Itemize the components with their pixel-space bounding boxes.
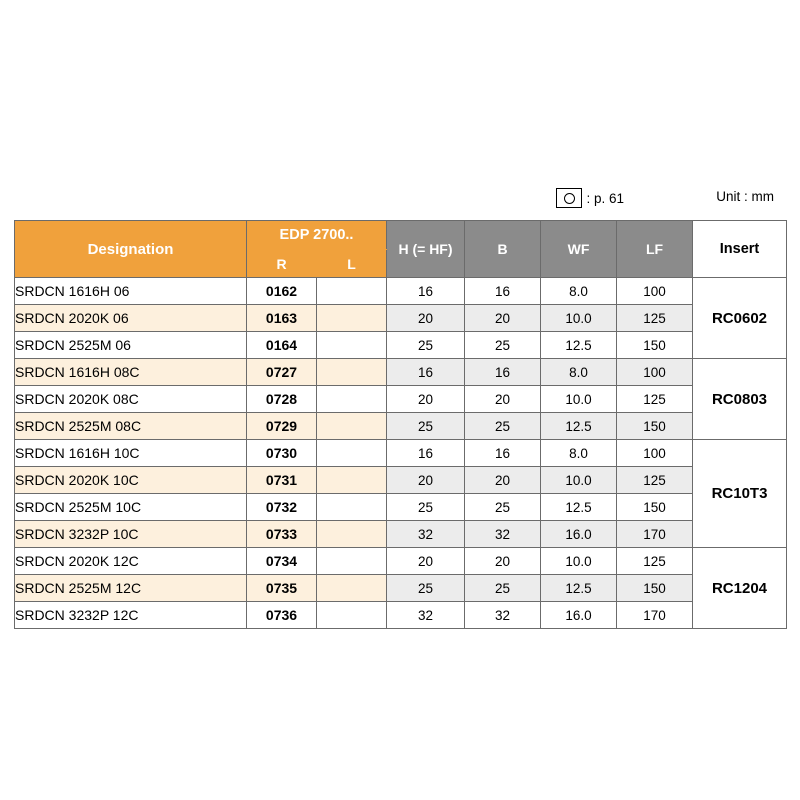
cell-wf: 10.0 <box>541 305 617 332</box>
cell-insert-group: RC10T3 <box>693 440 787 548</box>
cell-lf: 125 <box>617 305 693 332</box>
cell-b: 25 <box>465 575 541 602</box>
cell-edp-l <box>317 305 387 332</box>
cell-edp-r: 0735 <box>247 575 317 602</box>
cell-b: 16 <box>465 440 541 467</box>
cell-h: 25 <box>387 575 465 602</box>
cell-b: 25 <box>465 332 541 359</box>
cell-edp-l <box>317 521 387 548</box>
cell-h: 16 <box>387 278 465 305</box>
table-row <box>15 413 787 440</box>
cell-lf: 170 <box>617 521 693 548</box>
cell-b: 20 <box>465 386 541 413</box>
cell-lf: 150 <box>617 575 693 602</box>
cell-wf: 16.0 <box>541 521 617 548</box>
cell-edp-l <box>317 278 387 305</box>
cell-edp-l <box>317 548 387 575</box>
cell-designation: SRDCN 2020K 12C <box>15 548 247 575</box>
cell-b: 20 <box>465 467 541 494</box>
cell-designation: SRDCN 2020K 08C <box>15 386 247 413</box>
cell-designation: SRDCN 2525M 12C <box>15 575 247 602</box>
table-row <box>15 332 787 359</box>
cell-h: 32 <box>387 602 465 629</box>
cell-lf: 125 <box>617 467 693 494</box>
cell-edp-l <box>317 440 387 467</box>
cell-b: 25 <box>465 494 541 521</box>
cell-edp-l <box>317 602 387 629</box>
col-header-wf: WF <box>541 221 617 278</box>
col-header-edp-r: R <box>247 250 317 278</box>
cell-designation: SRDCN 2020K 10C <box>15 467 247 494</box>
cell-edp-r: 0163 <box>247 305 317 332</box>
cell-edp-l <box>317 413 387 440</box>
cell-designation: SRDCN 2020K 06 <box>15 305 247 332</box>
cell-b: 16 <box>465 359 541 386</box>
cell-lf: 100 <box>617 440 693 467</box>
table-row <box>15 575 787 602</box>
cell-h: 20 <box>387 386 465 413</box>
cell-edp-r: 0162 <box>247 278 317 305</box>
cell-wf: 8.0 <box>541 278 617 305</box>
cell-designation: SRDCN 3232P 12C <box>15 602 247 629</box>
cell-h: 25 <box>387 332 465 359</box>
cell-h: 16 <box>387 359 465 386</box>
cell-edp-l <box>317 494 387 521</box>
table-row <box>15 305 787 332</box>
table-body <box>15 278 787 629</box>
cell-edp-l <box>317 386 387 413</box>
cell-edp-l <box>317 575 387 602</box>
annotations-row <box>14 188 786 216</box>
table-row <box>15 548 787 575</box>
cell-lf: 100 <box>617 359 693 386</box>
col-header-b: B <box>465 221 541 278</box>
cell-lf: 100 <box>617 278 693 305</box>
col-header-lf: LF <box>617 221 693 278</box>
cell-designation: SRDCN 2525M 10C <box>15 494 247 521</box>
cell-designation: SRDCN 2525M 06 <box>15 332 247 359</box>
cell-edp-r: 0733 <box>247 521 317 548</box>
cell-edp-l <box>317 467 387 494</box>
table-row <box>15 467 787 494</box>
cell-edp-r: 0732 <box>247 494 317 521</box>
cell-edp-r: 0730 <box>247 440 317 467</box>
round-insert-icon <box>564 193 575 204</box>
cell-wf: 10.0 <box>541 548 617 575</box>
cell-insert-group: RC1204 <box>693 548 787 629</box>
cell-insert-group: RC0803 <box>693 359 787 440</box>
col-header-h: H (= HF) <box>387 221 465 278</box>
cell-edp-r: 0164 <box>247 332 317 359</box>
cell-wf: 8.0 <box>541 359 617 386</box>
cell-edp-r: 0734 <box>247 548 317 575</box>
cell-edp-r: 0727 <box>247 359 317 386</box>
table-row <box>15 278 787 305</box>
insert-shape-icon <box>556 188 582 208</box>
cell-edp-l <box>317 332 387 359</box>
cell-wf: 12.5 <box>541 575 617 602</box>
col-header-edp: EDP 2700.. <box>247 221 387 250</box>
cell-designation: SRDCN 1616H 08C <box>15 359 247 386</box>
cell-wf: 12.5 <box>541 332 617 359</box>
cell-lf: 150 <box>617 494 693 521</box>
col-header-designation: Designation <box>15 221 247 278</box>
cell-wf: 12.5 <box>541 413 617 440</box>
insert-reference-label: : p. 61 <box>586 190 624 206</box>
cell-designation: SRDCN 3232P 10C <box>15 521 247 548</box>
cell-h: 20 <box>387 305 465 332</box>
cell-edp-r: 0729 <box>247 413 317 440</box>
cell-b: 25 <box>465 413 541 440</box>
cell-h: 20 <box>387 548 465 575</box>
cell-wf: 10.0 <box>541 467 617 494</box>
cell-b: 20 <box>465 548 541 575</box>
table-row <box>15 359 787 386</box>
cell-wf: 8.0 <box>541 440 617 467</box>
table-row <box>15 440 787 467</box>
cell-b: 32 <box>465 602 541 629</box>
col-header-insert: Insert <box>693 221 787 278</box>
table-row <box>15 494 787 521</box>
cell-h: 16 <box>387 440 465 467</box>
cell-edp-r: 0728 <box>247 386 317 413</box>
table-row <box>15 602 787 629</box>
specification-table <box>14 220 787 629</box>
cell-edp-r: 0731 <box>247 467 317 494</box>
cell-lf: 150 <box>617 413 693 440</box>
cell-edp-r: 0736 <box>247 602 317 629</box>
col-header-edp-l: L <box>317 250 387 278</box>
cell-lf: 170 <box>617 602 693 629</box>
cell-h: 32 <box>387 521 465 548</box>
cell-b: 20 <box>465 305 541 332</box>
unit-label: Unit : mm <box>716 189 774 204</box>
cell-wf: 10.0 <box>541 386 617 413</box>
cell-lf: 150 <box>617 332 693 359</box>
cell-lf: 125 <box>617 386 693 413</box>
cell-designation: SRDCN 1616H 06 <box>15 278 247 305</box>
cell-designation: SRDCN 2525M 08C <box>15 413 247 440</box>
table-header <box>15 221 787 278</box>
cell-designation: SRDCN 1616H 10C <box>15 440 247 467</box>
cell-h: 25 <box>387 413 465 440</box>
cell-b: 32 <box>465 521 541 548</box>
insert-reference <box>556 188 624 208</box>
cell-h: 25 <box>387 494 465 521</box>
table-row <box>15 521 787 548</box>
cell-edp-l <box>317 359 387 386</box>
table-row <box>15 386 787 413</box>
cell-wf: 12.5 <box>541 494 617 521</box>
cell-wf: 16.0 <box>541 602 617 629</box>
cell-b: 16 <box>465 278 541 305</box>
header-row-1 <box>15 221 787 250</box>
cell-lf: 125 <box>617 548 693 575</box>
cell-h: 20 <box>387 467 465 494</box>
cell-insert-group: RC0602 <box>693 278 787 359</box>
